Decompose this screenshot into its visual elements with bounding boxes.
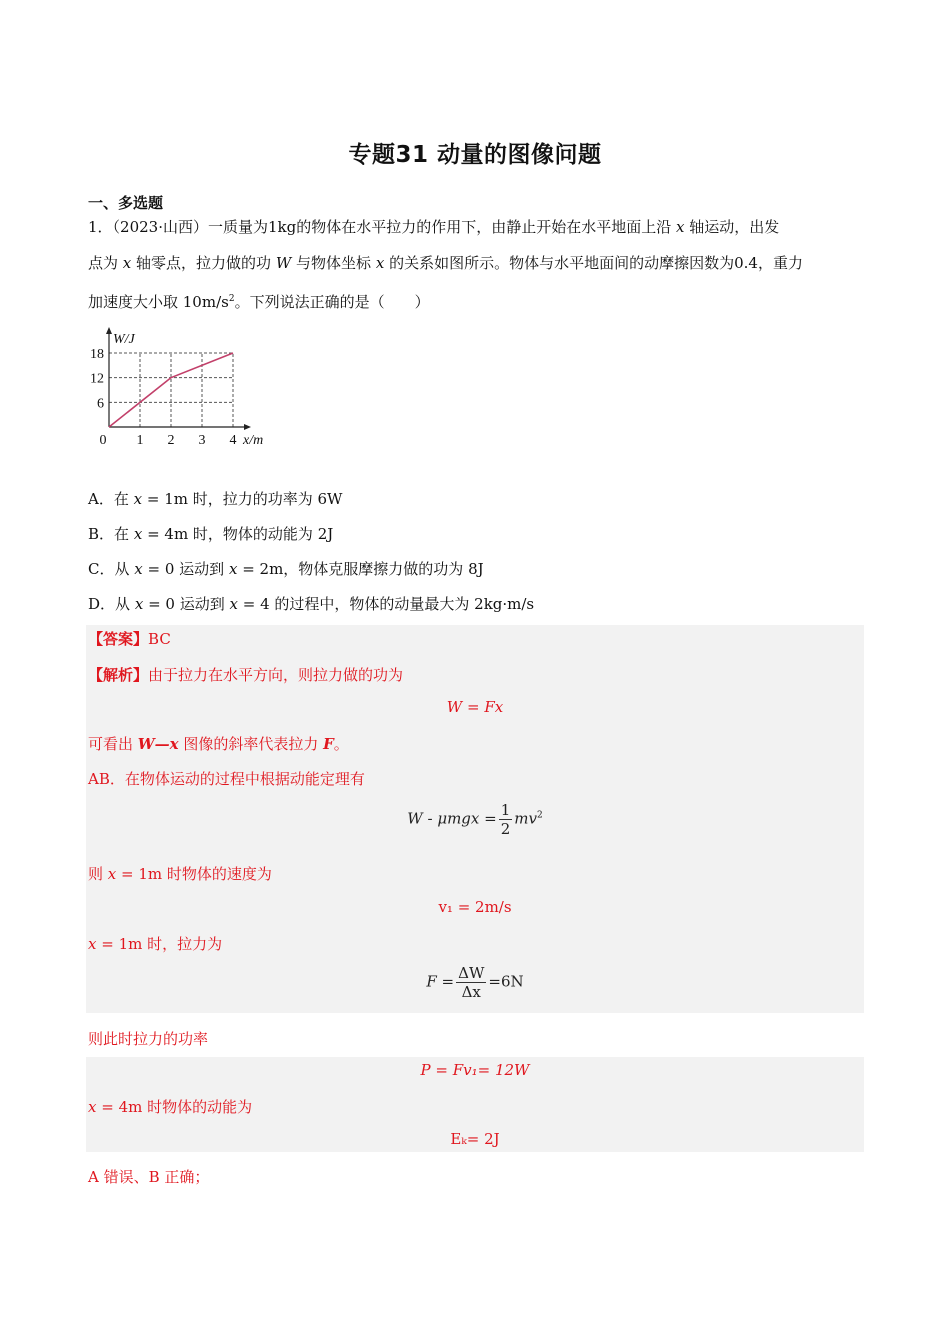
question-line-2 <box>88 245 868 281</box>
text: 加速度大小取 10m/s <box>88 293 229 311</box>
analysis-force-line <box>88 933 222 954</box>
analysis-slope-line <box>88 733 349 754</box>
x-axis-arrow <box>244 424 251 430</box>
chart-body <box>90 327 263 448</box>
option-d <box>88 593 534 614</box>
denominator: Δx <box>461 983 481 1001</box>
var: W <box>275 254 292 272</box>
text: 。 <box>333 735 349 753</box>
text: 轴零点，拉力做的功 <box>136 254 272 272</box>
text: 轴运动，出发 <box>689 218 780 236</box>
y-axis-label: W/J <box>113 332 135 348</box>
text: 。下列说法正确的是（ ） <box>234 293 430 311</box>
var: x <box>133 525 143 543</box>
analysis-tag: 【解析】 <box>88 666 149 684</box>
eq-right: =6N <box>488 972 524 991</box>
y-tick-label: 6 <box>97 396 104 412</box>
option-b <box>88 523 333 544</box>
x-axis-label: x/m <box>243 433 264 448</box>
equation-w-fx: W = Fx <box>446 698 504 716</box>
y-axis-arrow <box>106 327 112 334</box>
x-tick-label: 2 <box>167 433 175 448</box>
text: 可看出 <box>88 735 138 753</box>
analysis-ek-line <box>88 1096 252 1117</box>
y-tick-label: 12 <box>90 371 104 387</box>
text: 从 <box>114 560 130 578</box>
text: 在 <box>113 490 129 508</box>
text: = 4m 时，物体的动能为 2J <box>142 525 334 543</box>
equation-v1: v₁ = 2m/s <box>438 898 512 916</box>
var: x <box>133 490 143 508</box>
text: = 1m 时，拉力的功率为 6W <box>142 490 343 508</box>
question-source: （2023·山西） <box>112 218 208 236</box>
text: = 0 运动到 <box>142 560 225 578</box>
w-x-chart <box>86 322 276 450</box>
analysis-velocity-line <box>88 863 272 884</box>
question-line-3 <box>88 281 868 320</box>
question-number: 1． <box>88 218 113 236</box>
var: F <box>323 735 334 753</box>
answer-tag: 【答案】 <box>88 630 149 648</box>
option-label: C． <box>88 560 115 578</box>
y-tick-label: 18 <box>90 347 104 363</box>
option-label: A． <box>88 490 114 508</box>
var: x <box>88 935 97 953</box>
option-label: B． <box>88 525 115 543</box>
eq-left: W - μmgx = <box>407 809 497 828</box>
eq-left: F = <box>426 972 455 991</box>
x-tick-label: 3 <box>198 433 206 448</box>
text: 由于拉力在水平方向，则拉力做的功为 <box>148 666 404 684</box>
var: x <box>228 560 238 578</box>
answer-value: BC <box>148 630 171 648</box>
analysis-power-line: 则此时拉力的功率 <box>88 1030 209 1048</box>
origin-label: 0 <box>99 433 107 448</box>
text: = 0 运动到 <box>143 595 225 613</box>
text: = 4m 时物体的动能为 <box>96 1098 253 1116</box>
var: x <box>375 254 385 272</box>
text: 与物体坐标 <box>296 254 372 272</box>
text: = 1m 时，拉力为 <box>96 935 223 953</box>
x-tick-label: 4 <box>229 433 237 448</box>
question-line-1 <box>88 209 868 245</box>
option-c <box>88 558 484 579</box>
answer-line <box>88 628 171 649</box>
text: = 1m 时物体的速度为 <box>116 865 272 883</box>
var: x <box>107 865 117 883</box>
equation-power: P = Fv₁= 12W <box>420 1061 530 1079</box>
option-label: D． <box>88 595 116 613</box>
x-tick-label: 1 <box>136 433 144 448</box>
var: x <box>122 254 132 272</box>
analysis-intro <box>88 664 403 685</box>
text: 从 <box>115 595 131 613</box>
analysis-conclusion: A 错误、B 正确； <box>88 1168 210 1186</box>
text: = 2m，物体克服摩擦力做的功为 8J <box>237 560 484 578</box>
analysis-ab-line: AB．在物体运动的过程中根据动能定理有 <box>88 770 365 788</box>
option-a <box>88 488 342 509</box>
var: x <box>134 560 143 578</box>
var: x <box>134 595 144 613</box>
eq-right: mv <box>514 809 537 828</box>
var: x <box>676 218 685 236</box>
equation-ek: Eₖ= 2J <box>450 1130 500 1148</box>
numerator: ΔW <box>458 964 485 982</box>
fraction <box>499 801 513 838</box>
text: 的关系如图所示。物体与水平地面间的动摩擦因数为0.4，重力 <box>389 254 803 272</box>
text: = 4 的过程中，物体的动量最大为 2kg·m/s <box>237 595 535 613</box>
equation-force <box>86 964 864 1001</box>
var: W—x <box>137 735 179 753</box>
superscript: 2 <box>536 810 543 821</box>
var: x <box>229 595 238 613</box>
text: 点为 <box>88 254 119 272</box>
equation-work-energy <box>86 801 864 838</box>
section-heading: 一、多选题 <box>88 194 164 212</box>
denominator: 2 <box>500 820 511 838</box>
text: 一质量为1kg的物体在水平拉力的作用下，由静止开始在水平地面上沿 <box>208 218 672 236</box>
var: x <box>88 1098 97 1116</box>
question-stem <box>88 209 868 320</box>
fraction <box>456 964 486 1001</box>
numerator: 1 <box>500 801 511 819</box>
text: 则 <box>88 865 108 883</box>
superscript: 2 <box>228 294 235 304</box>
page-title: 专题31 动量的图像问题 <box>348 142 602 168</box>
text: 图像的斜率代表拉力 <box>178 735 324 753</box>
text: 在 <box>114 525 130 543</box>
